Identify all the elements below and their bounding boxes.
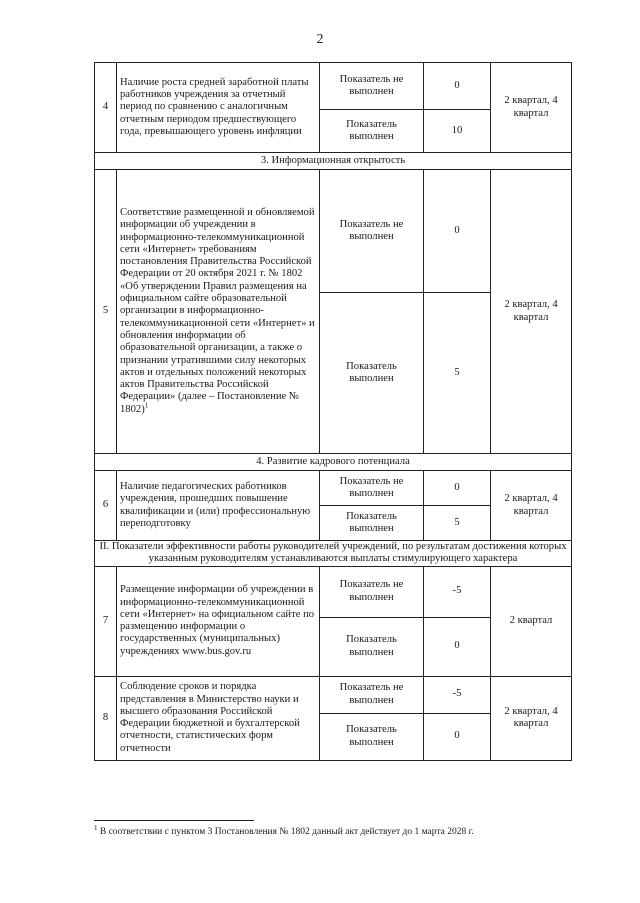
score-value: 10 <box>424 110 491 153</box>
indicator-description: Наличие педагогических работников учреждения, прошедших повышение квалификации и (или) профессиональную переподготовку <box>117 471 320 541</box>
section-heading: II. Показатели эффективности работы руководителей учреждений, по результатам достижения которых указанным руководителям устанавливаются выплаты стимулирующего характера <box>95 541 572 567</box>
reporting-period: 2 квартал, 4 квартал <box>491 471 572 541</box>
score-value: -5 <box>424 566 491 617</box>
row-number: 4 <box>95 63 117 153</box>
score-value: 0 <box>424 713 491 760</box>
row-number: 8 <box>95 676 117 760</box>
indicators-table <box>94 62 572 761</box>
score-value: 0 <box>424 471 491 506</box>
footnote <box>94 823 594 838</box>
section-heading: 4. Развитие кадрового потенциала <box>95 454 572 471</box>
indicator-description: Соблюдение сроков и порядка представления в Министерство науки и высшего образования Российской Федерации бюджетной и бухгалтерской отчетности, статистических форм отчетности <box>117 676 320 760</box>
status-not-met: Показатель не выполнен <box>320 676 424 713</box>
indicator-description: Размещение информации об учреждении в информационно-телекоммуникационной сети «Интернет» на официальном сайте по размещению информации о государственных (муниципальных) учреждениях www.bus.gov.ru <box>117 566 320 676</box>
row-number: 6 <box>95 471 117 541</box>
footnote-mark: 1 <box>144 401 149 410</box>
status-met: Показатель выполнен <box>320 713 424 760</box>
section-row <box>95 153 572 170</box>
section-row <box>95 541 572 567</box>
row-number: 7 <box>95 566 117 676</box>
status-met: Показатель выполнен <box>320 506 424 541</box>
reporting-period: 2 квартал, 4 квартал <box>491 63 572 153</box>
section-heading: 3. Информационная открытость <box>95 153 572 170</box>
status-met: Показатель выполнен <box>320 617 424 676</box>
reporting-period: 2 квартал, 4 квартал <box>491 170 572 454</box>
section-row <box>95 454 572 471</box>
status-not-met: Показатель не выполнен <box>320 566 424 617</box>
status-not-met: Показатель не выполнен <box>320 63 424 110</box>
footnote-text: В соответствии с пунктом 3 Постановления № 1802 данный акт действует до 1 марта 2028 г. <box>99 827 474 837</box>
score-value: 5 <box>424 293 491 454</box>
row-number: 5 <box>95 170 117 454</box>
status-met: Показатель выполнен <box>320 293 424 454</box>
table-row <box>95 676 572 713</box>
status-met: Показатель выполнен <box>320 110 424 153</box>
reporting-period: 2 квартал <box>491 566 572 676</box>
indicator-description-text: Соответствие размещенной и обновляемой информации об учреждении в информационно-телекоммуникационной сети «Интернет» требованиям постановления Правительства Российской Федерации от 20 октября 2021 г. № 1802 «Об утверждении Правил размещения на официальном сайте образовательной организации в информационно-телекоммуникационной сети «Интернет» и обновления информации об образовательной организации, а также о признании утратившими силу некоторых актов и отдельных положений некоторых актов Правительства Российской Федерации» (далее – Постановление № 1802) <box>120 206 315 415</box>
footnote-mark: 1 <box>94 823 98 832</box>
score-value: 5 <box>424 506 491 541</box>
score-value: -5 <box>424 676 491 713</box>
footnote-divider <box>94 820 254 821</box>
table-row <box>95 471 572 506</box>
score-value: 0 <box>424 63 491 110</box>
page-number: 2 <box>316 32 324 47</box>
table-row <box>95 170 572 293</box>
reporting-period: 2 квартал, 4 квартал <box>491 676 572 760</box>
status-not-met: Показатель не выполнен <box>320 471 424 506</box>
table-row <box>95 63 572 110</box>
table-row <box>95 566 572 617</box>
indicator-description <box>117 170 320 454</box>
score-value: 0 <box>424 617 491 676</box>
indicator-description: Наличие роста средней заработной платы работников учреждения за отчетный период по сравнению с аналогичным отчетным периодом предшествующего года, превышающего уровень инфляции <box>117 63 320 153</box>
status-not-met: Показатель не выполнен <box>320 170 424 293</box>
score-value: 0 <box>424 170 491 293</box>
